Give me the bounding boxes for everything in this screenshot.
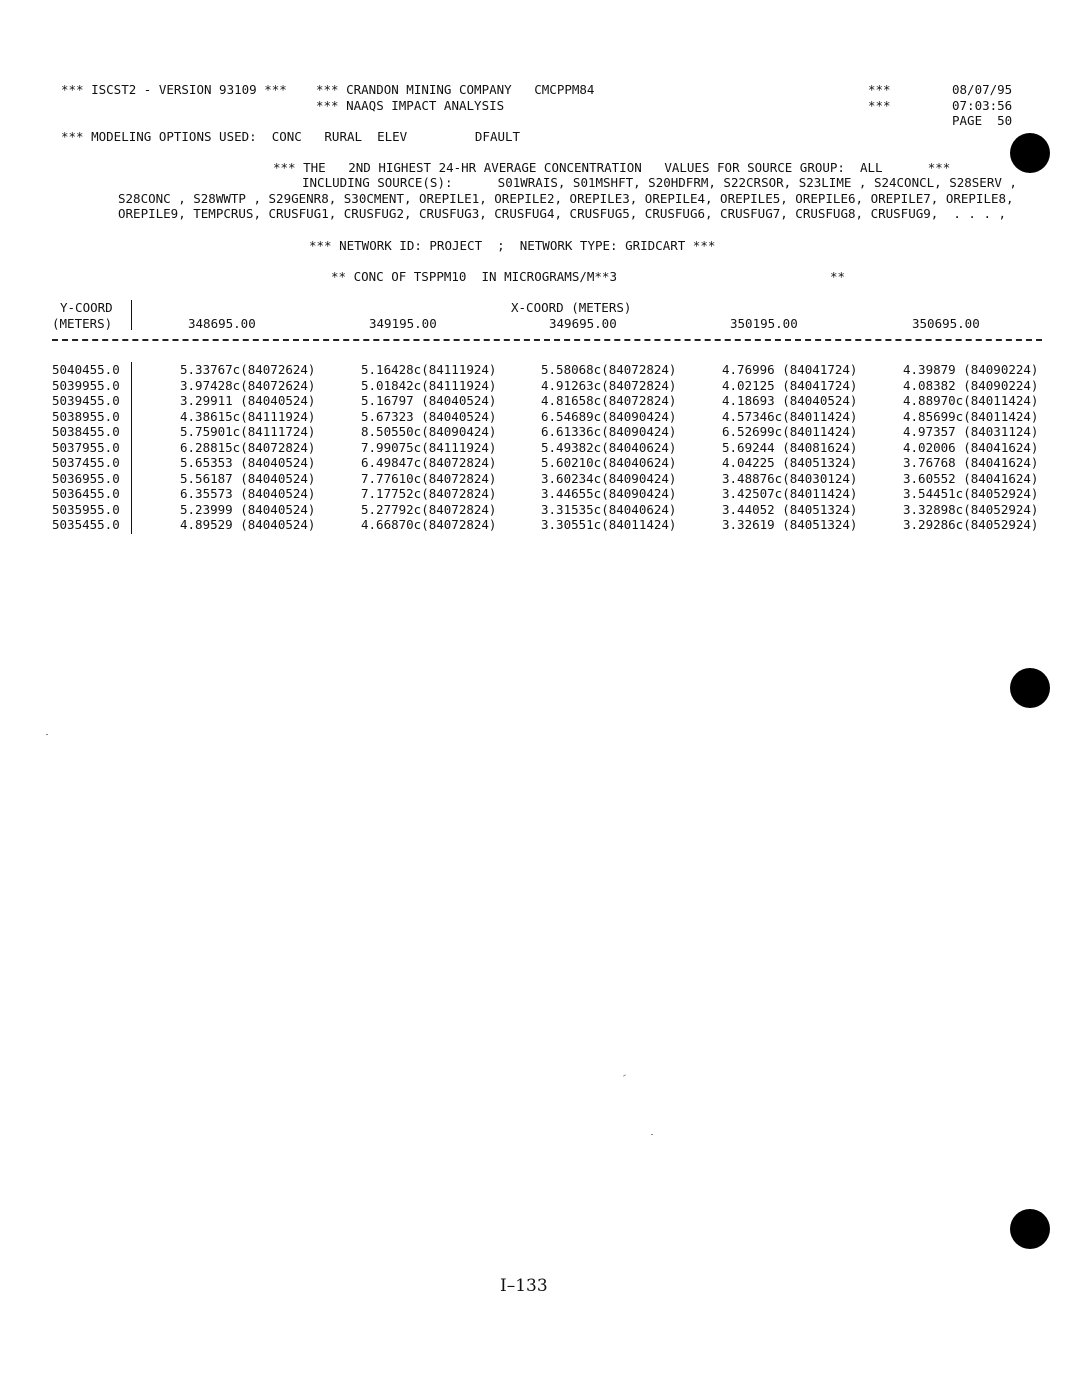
- y-value: 5039955.0: [52, 377, 120, 393]
- header-stars-1: ***: [868, 82, 891, 97]
- conc-value: 5.56187 (84040524): [180, 470, 316, 486]
- table-dashed-rule: [52, 339, 1042, 341]
- conc-value: 3.29286c(84052924): [903, 517, 1039, 532]
- conc-value: 4.89529 (84040524): [180, 517, 316, 532]
- conc-value: 7.99075c(84111924): [361, 439, 497, 455]
- conc-value: 4.97357 (84031124): [903, 424, 1039, 439]
- conc-value: 4.39879 (84090224): [903, 362, 1039, 377]
- conc-value: 5.23999 (84040524): [180, 501, 316, 517]
- conc-value: 5.33767c(84072624): [180, 362, 316, 377]
- conc-value: 3.97428c(84072624): [180, 377, 316, 393]
- table-row: [52, 393, 1039, 409]
- conc-value: 4.57346c(84011424): [722, 408, 858, 424]
- y-coord-label: Y-COORD: [60, 300, 113, 315]
- x-header-5: 350695.00: [912, 316, 980, 331]
- header-time: 07:03:56: [952, 98, 1013, 113]
- concentration-units: ** CONC OF TSPPM10 IN MICROGRAMS/M**3: [331, 269, 617, 284]
- conc-value: 6.52699c(84011424): [722, 424, 858, 439]
- x-header-3: 349695.00: [549, 316, 617, 331]
- conc-value: 7.17752c(84072824): [361, 486, 497, 501]
- conc-value: 4.81658c(84072824): [541, 393, 677, 408]
- y-meters-label: (METERS): [52, 316, 113, 331]
- table-row: [52, 424, 1039, 440]
- table-row: [52, 408, 1039, 425]
- conc-value: 5.60210c(84040624): [541, 455, 677, 470]
- network-info: *** NETWORK ID: PROJECT ; NETWORK TYPE: GRIDCART ***: [309, 238, 716, 253]
- header-date: 08/07/95: [952, 82, 1013, 97]
- x-header-2: 349195.00: [369, 316, 437, 331]
- conc-value: 5.69244 (84081624): [722, 439, 858, 455]
- conc-value: 4.76996 (84041724): [722, 362, 858, 377]
- conc-value: 5.16428c(84111924): [361, 362, 497, 377]
- y-value: 5036955.0: [52, 470, 120, 486]
- conc-value: 7.77610c(84072824): [361, 470, 497, 486]
- conc-value: 4.02006 (84041624): [903, 439, 1039, 455]
- binder-hole-middle: [1010, 668, 1050, 708]
- conc-value: 4.66870c(84072824): [361, 517, 497, 532]
- table-row: [52, 362, 1039, 378]
- conc-value: 6.54689c(84090424): [541, 408, 677, 424]
- x-coord-label: X-COORD (METERS): [511, 300, 632, 315]
- y-value: 5037955.0: [52, 439, 120, 455]
- conc-value: 3.60552 (84041624): [903, 470, 1039, 486]
- y-value: 5038455.0: [52, 424, 120, 439]
- conc-value: 4.91263c(84072824): [541, 377, 677, 393]
- table-row: [52, 501, 1039, 518]
- conc-value: 3.32898c(84052924): [903, 501, 1039, 517]
- scan-speck: [651, 1134, 653, 1135]
- x-header-4: 350195.00: [730, 316, 798, 331]
- conc-value: 4.88970c(84011424): [903, 393, 1039, 408]
- conc-value: 3.44052 (84051324): [722, 501, 858, 517]
- y-value: 5039455.0: [52, 393, 120, 408]
- row-divider: [131, 362, 132, 534]
- conc-value: 3.76768 (84041624): [903, 455, 1039, 470]
- concentration-units-stars: **: [830, 269, 846, 284]
- x-header-1: 348695.00: [188, 316, 256, 331]
- conc-value: 5.75901c(84111724): [180, 424, 316, 439]
- y-value: 5037455.0: [52, 455, 120, 470]
- conc-value: 3.31535c(84040624): [541, 501, 677, 517]
- header-program-version: *** ISCST2 - VERSION 93109 ***: [61, 82, 287, 97]
- conc-value: 6.28815c(84072824): [180, 439, 316, 455]
- table-row: [52, 517, 1039, 533]
- scan-speck: [46, 734, 48, 735]
- y-value: 5035455.0: [52, 517, 120, 532]
- page-number: I–133: [500, 1276, 548, 1296]
- conc-value: 5.16797 (84040524): [361, 393, 497, 408]
- conc-value: 4.08382 (84090224): [903, 377, 1039, 393]
- conc-value: 3.44655c(84090424): [541, 486, 677, 501]
- conc-value: 3.32619 (84051324): [722, 517, 858, 532]
- conc-value: 6.35573 (84040524): [180, 486, 316, 501]
- modeling-options: *** MODELING OPTIONS USED: CONC RURAL ELEV DFAULT: [61, 129, 521, 144]
- conc-value: 5.01842c(84111924): [361, 377, 497, 393]
- table-row: [52, 486, 1039, 502]
- binder-hole-top: [1010, 133, 1050, 173]
- source-list-line-1: INCLUDING SOURCE(S): S01WRAIS, S01MSHFT, S20HDFRM, S22CRSOR, S23LIME , S24CONCL, S28SERV ,: [302, 175, 1017, 190]
- header-stars-2: ***: [868, 98, 891, 113]
- conc-value: 6.61336c(84090424): [541, 424, 677, 439]
- table-row: [52, 470, 1039, 487]
- header-page: PAGE 50: [952, 113, 1013, 128]
- y-value: 5040455.0: [52, 362, 120, 377]
- conc-value: 5.65353 (84040524): [180, 455, 316, 470]
- source-list-line-2: S28CONC , S28WWTP , S29GENR8, S30CMENT, OREPILE1, OREPILE2, OREPILE3, OREPILE4, OREPILE5, OREPILE6, OREPILE7, OREPILE8,: [118, 191, 1014, 206]
- conc-value: 3.60234c(84090424): [541, 470, 677, 486]
- y-value: 5036455.0: [52, 486, 120, 501]
- table-row: [52, 439, 1039, 456]
- y-value: 5038955.0: [52, 408, 120, 424]
- table-row: [52, 455, 1039, 471]
- conc-value: 3.30551c(84011424): [541, 517, 677, 532]
- conc-value: 4.18693 (84040524): [722, 393, 858, 408]
- conc-value: 5.49382c(84040624): [541, 439, 677, 455]
- conc-value: 4.38615c(84111924): [180, 408, 316, 424]
- conc-value: 8.50550c(84090424): [361, 424, 497, 439]
- header-company: *** CRANDON MINING COMPANY CMCPPM84: [316, 82, 595, 97]
- scan-speck: [623, 1074, 626, 1076]
- binder-hole-bottom: [1010, 1209, 1050, 1249]
- conc-value: 5.27792c(84072824): [361, 501, 497, 517]
- conc-value: 3.48876c(84030124): [722, 470, 858, 486]
- table-row: [52, 377, 1039, 394]
- y-value: 5035955.0: [52, 501, 120, 517]
- conc-value: 3.42507c(84011424): [722, 486, 858, 501]
- header-analysis-title: *** NAAQS IMPACT ANALYSIS: [316, 98, 505, 113]
- concentration-title: *** THE 2ND HIGHEST 24-HR AVERAGE CONCENTRATION VALUES FOR SOURCE GROUP: ALL ***: [273, 160, 951, 175]
- conc-value: 5.58068c(84072824): [541, 362, 677, 377]
- conc-value: 3.54451c(84052924): [903, 486, 1039, 501]
- conc-value: 4.02125 (84041724): [722, 377, 858, 393]
- conc-value: 5.67323 (84040524): [361, 408, 497, 424]
- conc-value: 4.85699c(84011424): [903, 408, 1039, 424]
- conc-value: 6.49847c(84072824): [361, 455, 497, 470]
- source-list-line-3: OREPILE9, TEMPCRUS, CRUSFUG1, CRUSFUG2, CRUSFUG3, CRUSFUG4, CRUSFUG5, CRUSFUG6, CRUSFUG7, CRUSFUG8, CRUSFUG9, . . . ,: [118, 206, 1007, 221]
- header-divider: [131, 300, 132, 330]
- conc-value: 3.29911 (84040524): [180, 393, 316, 408]
- conc-value: 4.04225 (84051324): [722, 455, 858, 470]
